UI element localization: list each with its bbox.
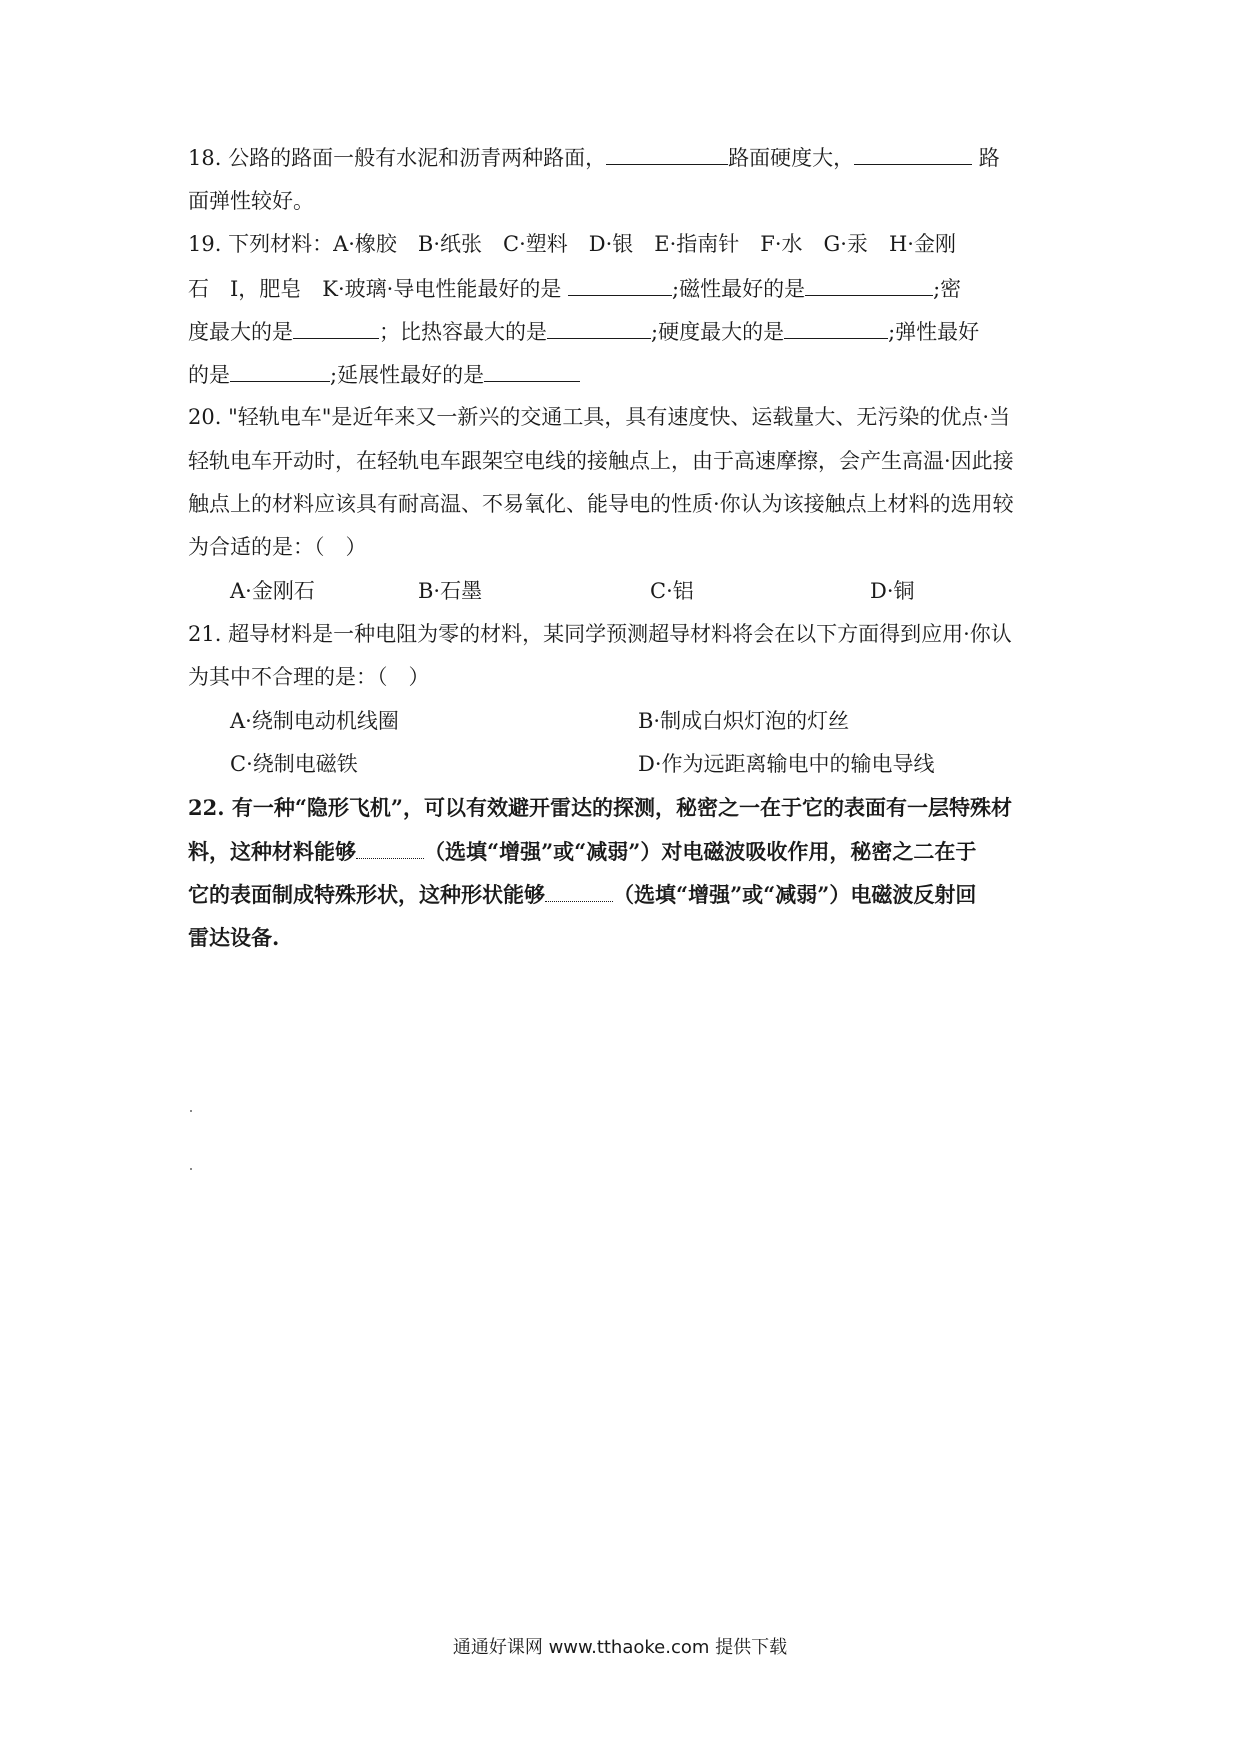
page-footer: 通通好课网 www.tthaoke.com 提供下载	[452, 1637, 788, 1658]
q21-option-c: C·绕制电磁铁	[230, 752, 358, 776]
q21-line-2: 为其中不合理的是：（ ）	[188, 665, 430, 689]
q20-option-d: D·铜	[870, 579, 915, 603]
q19-line-4: 的是 ;延展性最好的是	[188, 359, 1060, 390]
q21-option-a: A·绕制电动机线圈	[230, 709, 399, 733]
q20-line-3: 触点上的材料应该具有耐高温、不易氧化、能导电的性质·你认为该接触点上材料的选用较	[188, 492, 1014, 516]
q21-option-d: D·作为远距离输电中的输电导线	[638, 752, 935, 776]
q22-line-1: 22. 有一种“隐形飞机”，可以有效避开雷达的探测，秘密之一在于它的表面有一层特殊材	[188, 795, 1013, 820]
q22-blank-2	[545, 879, 613, 902]
q19-line-1: 19. 下列材料：A·橡胶 B·纸张 C·塑料 D·银 E·指南针 F·水 G·汞 H·金刚	[188, 232, 956, 256]
q19-line-2: 石 I，肥皂 K·玻璃·导电性能最好的是 ;磁性最好的是 ;密	[188, 273, 1060, 304]
q19-blank-hardness	[784, 316, 888, 339]
q19-line-3: 度最大的是 ；比热容最大的是 ;硬度最大的是 ;弹性最好	[188, 316, 1060, 347]
q19-blank-elasticity	[230, 359, 330, 382]
q18-blank-1	[606, 142, 728, 165]
q20-line-2: 轻轨电车开动时，在轻轨电车跟架空电线的接触点上，由于高速摩擦，会产生高温·因此接	[188, 449, 1014, 473]
q18-line-1: 18. 公路的路面一般有水泥和沥青两种路面， 路面硬度大， 路	[188, 142, 1060, 173]
q19-blank-density	[293, 316, 379, 339]
q19-blank-ductility	[484, 359, 580, 382]
q22-line-2: 料，这种材料能够 （选填“增强”或“减弱”）对电磁波吸收作用，秘密之二在于	[188, 836, 1060, 867]
q22-line-4: 雷达设备.	[188, 925, 280, 950]
q20-line-4: 为合适的是：（ ）	[188, 535, 367, 559]
q22-blank-1	[356, 836, 424, 859]
q18-line-2: 面弹性较好。	[188, 189, 314, 213]
q22-line-3: 它的表面制成特殊形状，这种形状能够 （选填“增强”或“减弱”）电磁波反射回	[188, 879, 1060, 910]
q21-line-1: 21. 超导材料是一种电阻为零的材料，某同学预测超导材料将会在以下方面得到应用·你认	[188, 622, 1012, 646]
q20-option-b: B·石墨	[418, 579, 483, 603]
q19-blank-specific-heat	[547, 316, 651, 339]
q20-option-c: C·铝	[650, 579, 694, 603]
q20-line-1: 20. "轻轨电车"是近年来又一新兴的交通工具，具有速度快、运载量大、无污染的优点·当	[188, 405, 1011, 429]
q19-blank-magnetism	[805, 273, 933, 296]
q19-blank-conductivity	[568, 273, 672, 296]
q21-option-b: B·制成白炽灯泡的灯丝	[638, 709, 850, 733]
q20-option-a: A·金刚石	[230, 579, 315, 603]
scan-speck	[190, 1168, 192, 1170]
q18-blank-2	[854, 142, 972, 165]
scan-speck	[190, 1110, 192, 1112]
